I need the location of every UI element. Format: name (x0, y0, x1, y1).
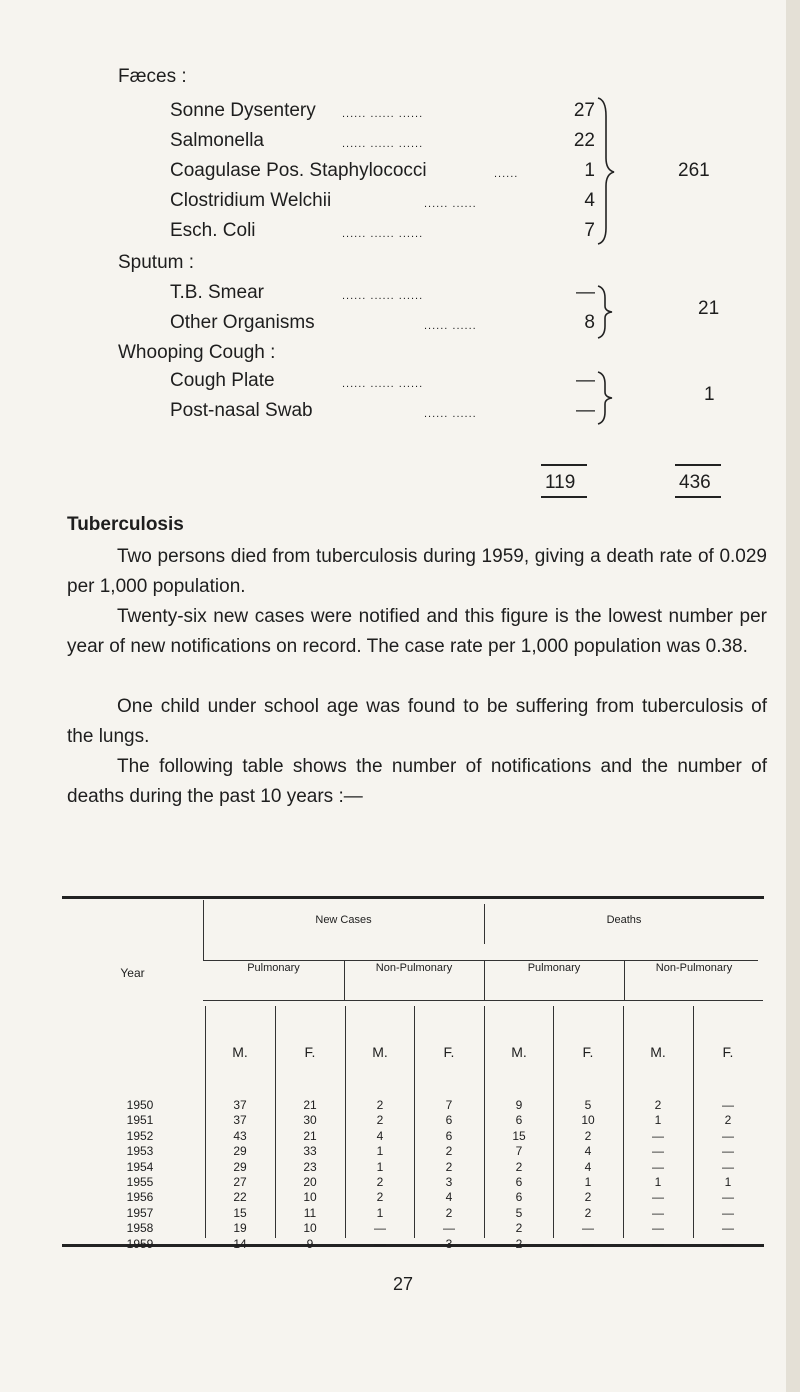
table-cell: 2 (654, 1098, 662, 1112)
row-year: 1955 (126, 1175, 154, 1189)
table-cell: 10 (581, 1113, 595, 1128)
leader-dots: ...... ...... ...... (342, 228, 424, 240)
table-cell: 6 (445, 1113, 453, 1128)
table-cell: 1 (654, 1175, 662, 1189)
table-cell: 3 (445, 1236, 453, 1251)
deaths-header: Deaths (606, 914, 642, 926)
table-cell: 29 (233, 1159, 247, 1174)
faeces-item-label: Sonne Dysentery (170, 100, 316, 121)
faeces-item-label: Esch. Coli (170, 220, 256, 241)
table-cell: — (722, 1128, 734, 1143)
leader-dots: ...... ...... ...... (342, 138, 424, 150)
paragraph-3 (67, 692, 767, 752)
paragraph-1 (67, 542, 767, 602)
row-year: 1957 (126, 1205, 154, 1220)
faeces-item-label: Salmonella (170, 130, 264, 151)
table-cell: 22 (233, 1190, 247, 1205)
faeces-heading: Fæces : (118, 66, 187, 87)
table-cell: 2 (445, 1205, 453, 1220)
table-cell: 2 (584, 1205, 592, 1220)
table-cell: 5 (515, 1205, 523, 1220)
table-cell: 11 (303, 1205, 317, 1220)
total-rule (675, 496, 721, 498)
table-cell: — (722, 1221, 734, 1236)
table-cell: — (652, 1144, 664, 1159)
row-year: 1959 (126, 1236, 154, 1251)
sub-header-male: M. (372, 1044, 388, 1060)
table-cell: — (722, 1098, 734, 1112)
page-edge (786, 0, 800, 1392)
table-cell: 27 (233, 1175, 247, 1189)
table-cell: 4 (376, 1128, 384, 1143)
faeces-item-value: 27 (573, 100, 595, 121)
tuberculosis-heading: Tuberculosis (67, 514, 184, 535)
table-cell: — (652, 1190, 664, 1205)
faeces-brace (596, 96, 616, 246)
row-year: 1958 (126, 1221, 154, 1236)
table-cell: 1 (654, 1113, 662, 1128)
total-rule (675, 464, 721, 466)
table-cell: 6 (515, 1113, 523, 1128)
table-cell: 37 (233, 1113, 247, 1128)
table-cell: — (374, 1236, 386, 1251)
table-cell: 6 (515, 1190, 523, 1205)
paragraph-text: The following table shows the number of notifications and the number of deaths during the past 10 years :— (67, 756, 767, 807)
table-cell: 6 (445, 1128, 453, 1143)
table-cell: 2 (515, 1221, 523, 1236)
table-cell: 29 (233, 1144, 247, 1159)
column-divider (414, 1006, 415, 1238)
total-left: 119 (545, 472, 576, 493)
table-cell: — (722, 1159, 734, 1174)
table-divider (344, 960, 345, 1000)
table-cell: 21 (303, 1128, 317, 1143)
whooping-item-label: Post-nasal Swab (170, 400, 313, 421)
paragraph-2 (67, 602, 767, 662)
whooping-heading: Whooping Cough : (118, 342, 276, 363)
row-year: 1951 (126, 1113, 154, 1128)
table-cell: 2 (376, 1113, 384, 1128)
year-header: Year (120, 966, 145, 980)
table-cell: — (374, 1221, 386, 1236)
non-pulmonary-header: Non-Pulmonary (375, 962, 453, 974)
leader-dots: ...... ...... ...... (342, 108, 424, 120)
table-cell: — (652, 1128, 664, 1143)
paragraph-text: Two persons died from tuberculosis during 1959, giving a death rate of 0.029 per 1,000 population. (67, 546, 767, 597)
leader-dots: ...... (494, 168, 519, 180)
total-right: 436 (679, 472, 711, 493)
table-cell: — (582, 1221, 594, 1236)
sub-header-female: F. (722, 1044, 734, 1060)
table-cell: 1 (724, 1175, 732, 1189)
table-cell: 2 (584, 1128, 592, 1143)
page-number: 27 (393, 1274, 414, 1294)
sub-header-female: F. (443, 1044, 455, 1060)
header-rule (203, 1000, 763, 1001)
table-cell: 4 (445, 1190, 453, 1205)
paragraph-text: Twenty-six new cases were notified and this figure is the lowest number per year of new notifications on record. The case rate per 1,000 population was 0.38. (67, 606, 767, 657)
table-cell: 7 (445, 1098, 453, 1112)
sub-header-female: F. (304, 1044, 316, 1060)
table-cell: 30 (303, 1113, 317, 1128)
column-divider (553, 1006, 554, 1238)
faeces-item-value: 4 (584, 190, 595, 211)
table-divider (203, 900, 204, 960)
table-cell: 1 (376, 1205, 384, 1220)
table-cell: 2 (515, 1236, 523, 1251)
sputum-item-label: T.B. Smear (170, 282, 264, 303)
table-cell: 2 (724, 1113, 732, 1128)
table-cell: 4 (584, 1144, 592, 1159)
whooping-brace (596, 370, 616, 426)
whooping-item-label: Cough Plate (170, 370, 275, 391)
table-cell: — (443, 1221, 455, 1236)
table-cell: 33 (303, 1144, 317, 1159)
sputum-heading: Sputum : (118, 252, 195, 273)
whooping-item-value: — (576, 370, 595, 391)
table-cell: 10 (303, 1221, 317, 1236)
faeces-total: 261 (678, 160, 710, 181)
faeces-item-label: Coagulase Pos. Staphylococci (170, 160, 427, 181)
table-cell: 1 (584, 1175, 592, 1189)
table-cell: 2 (445, 1159, 453, 1174)
table-cell: — (652, 1221, 664, 1236)
faeces-item-value: 22 (573, 130, 595, 151)
total-rule (541, 496, 587, 498)
table-cell: — (582, 1236, 594, 1251)
sub-header-male: M. (511, 1044, 527, 1060)
column-divider (484, 1006, 485, 1238)
table-cell: 5 (584, 1098, 592, 1112)
table-cell: 15 (233, 1205, 247, 1220)
column-divider (623, 1006, 624, 1238)
sub-header-male: M. (232, 1044, 248, 1060)
table-cell: 10 (303, 1190, 317, 1205)
table-cell: 37 (233, 1098, 247, 1112)
table-cell: 1 (376, 1159, 384, 1174)
leader-dots: ...... ...... ...... (342, 290, 424, 302)
table-cell: 9 (515, 1098, 523, 1112)
table-cell: — (722, 1190, 734, 1205)
whooping-item-value: — (576, 400, 595, 421)
table-cell: 1 (376, 1144, 384, 1159)
sputum-item-label: Other Organisms (170, 312, 315, 333)
row-year: 1950 (126, 1098, 154, 1112)
table-cell: 15 (512, 1128, 526, 1143)
non-pulmonary-header: Non-Pulmonary (655, 962, 733, 974)
total-rule (541, 464, 587, 466)
table-cell: 20 (303, 1175, 317, 1189)
table-cell: — (722, 1144, 734, 1159)
sputum-item-value: 8 (584, 312, 595, 333)
sub-header-male: M. (650, 1044, 666, 1060)
table-cell: 2 (584, 1190, 592, 1205)
table-cell: 2 (376, 1190, 384, 1205)
column-divider (205, 1006, 206, 1238)
paragraph-4 (67, 752, 767, 812)
sputum-item-value: — (576, 282, 595, 303)
table-cell: — (722, 1236, 734, 1251)
table-cell: 7 (515, 1144, 523, 1159)
pulmonary-header: Pulmonary (527, 962, 581, 974)
row-year: 1952 (126, 1128, 154, 1143)
table-divider (624, 960, 625, 1000)
table-cell: 2 (515, 1159, 523, 1174)
column-divider (275, 1006, 276, 1238)
table-cell: 4 (584, 1159, 592, 1174)
header-rule (203, 960, 758, 961)
table-cell: 14 (233, 1236, 247, 1251)
table-cell: 43 (233, 1128, 247, 1143)
faeces-item-value: 7 (584, 220, 595, 241)
table-cell: 6 (515, 1175, 523, 1189)
pulmonary-header: Pulmonary (247, 962, 300, 974)
new-cases-header: New Cases (315, 914, 372, 926)
faeces-item-value: 1 (584, 160, 595, 181)
table-cell: 2 (376, 1175, 384, 1189)
table-cell: — (652, 1236, 664, 1251)
table-cell: 3 (445, 1175, 453, 1189)
row-year: 1954 (126, 1159, 154, 1174)
table-cell: — (722, 1205, 734, 1220)
sputum-total: 21 (698, 298, 720, 319)
table-divider (484, 960, 485, 1000)
table-cell: — (652, 1159, 664, 1174)
faeces-item-label: Clostridium Welchii (170, 190, 332, 211)
table-cell: — (652, 1205, 664, 1220)
table-cell: 9 (306, 1236, 314, 1251)
table-cell: 2 (376, 1098, 384, 1112)
table-top-rule (62, 896, 764, 899)
table-cell: 2 (445, 1144, 453, 1159)
table-cell: 23 (303, 1159, 317, 1174)
sputum-brace (596, 284, 616, 340)
leader-dots: ...... ...... ...... (342, 378, 424, 390)
leader-dots: ...... ...... (424, 408, 477, 420)
column-divider (345, 1006, 346, 1238)
leader-dots: ...... ...... (424, 320, 477, 332)
leader-dots: ...... ...... (424, 198, 477, 210)
paragraph-text: One child under school age was found to be suffering from tuberculosis of the lungs. (67, 696, 767, 747)
table-cell: 21 (303, 1098, 317, 1112)
table-cell: 19 (233, 1221, 247, 1236)
sub-header-female: F. (582, 1044, 594, 1060)
row-year: 1953 (126, 1144, 154, 1159)
column-divider (693, 1006, 694, 1238)
row-year: 1956 (126, 1190, 154, 1205)
whooping-total: 1 (704, 384, 715, 405)
